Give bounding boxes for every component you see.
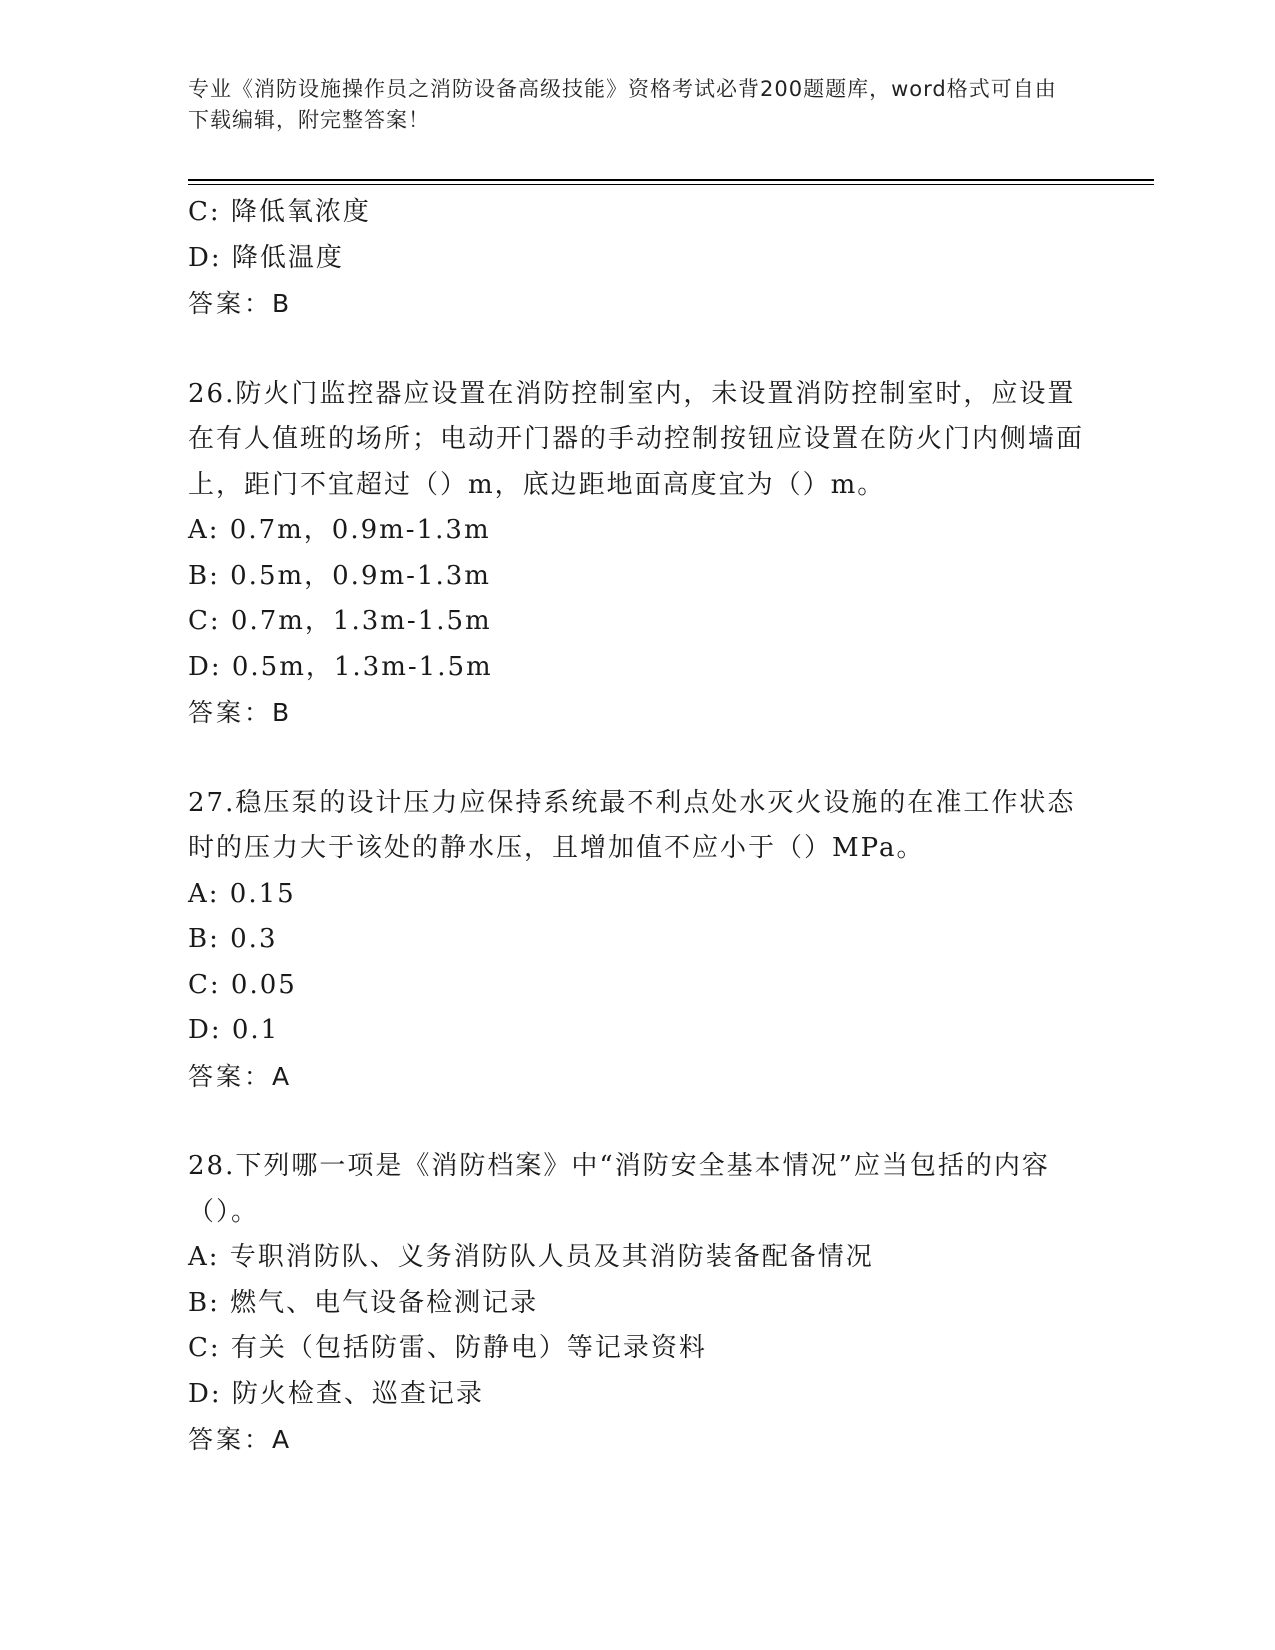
question-28-answer: 答案：A [188,1425,293,1454]
question-27-text: 27.稳压泵的设计压力应保持系统最不利点处水灭火设施的在准工作状态时的压力大于该处的静水压，且增加值不应小于（）MPa。 [188,787,1076,863]
question-26-answer: 答案：B [188,698,293,727]
header-rule-thick [188,179,1154,181]
question-26-option-c: C: 0.7m，1.3m-1.5m [188,606,492,636]
page-header-title: 专业《消防设施操作员之消防设备高级技能》资格考试必背200题题库，word格式可自由下载编辑，附完整答案！ [188,77,1057,132]
option-c: C: 降低氧浓度 [188,197,371,227]
question-28-text: 28.下列哪一项是《消防档案》中“消防安全基本情况”应当包括的内容（）。 [188,1151,1050,1227]
answer-line: 答案：B [188,289,293,318]
question-27-option-c: C: 0.05 [188,969,297,1000]
question-28-option-d: D: 防火检查、巡查记录 [188,1378,484,1409]
question-26-option-d: D: 0.5m，1.3m-1.5m [188,651,493,682]
question-28-option-a: A: 专职消防队、义务消防队人员及其消防装备配备情况 [188,1242,874,1272]
question-26-option-b: B: 0.5m，0.9m-1.3m [188,560,491,591]
question-26-text: 26.防火门监控器应设置在消防控制室内，未设置消防控制室时，应设置在有人值班的场所；电动开门器的手动控制按钮应设置在防火门内侧墙面上，距门不宜超过（）m，底边距地面高度宜为（）m。 [188,378,1085,500]
option-d: D: 降低温度 [188,242,344,273]
question-27-answer: 答案：A [188,1061,293,1091]
question-27-option-b: B: 0.3 [188,924,278,954]
question-content [188,190,1088,1463]
question-28-option-c: C: 有关（包括防雷、防静电）等记录资料 [188,1333,707,1363]
header-rule-thin [188,184,1154,185]
question-27-option-a: A: 0.15 [188,878,296,909]
question-26-option-a: A: 0.7m，0.9m-1.3m [188,515,491,545]
question-28-option-b: B: 燃气、电气设备检测记录 [188,1287,539,1318]
question-27-option-d: D: 0.1 [188,1015,280,1045]
